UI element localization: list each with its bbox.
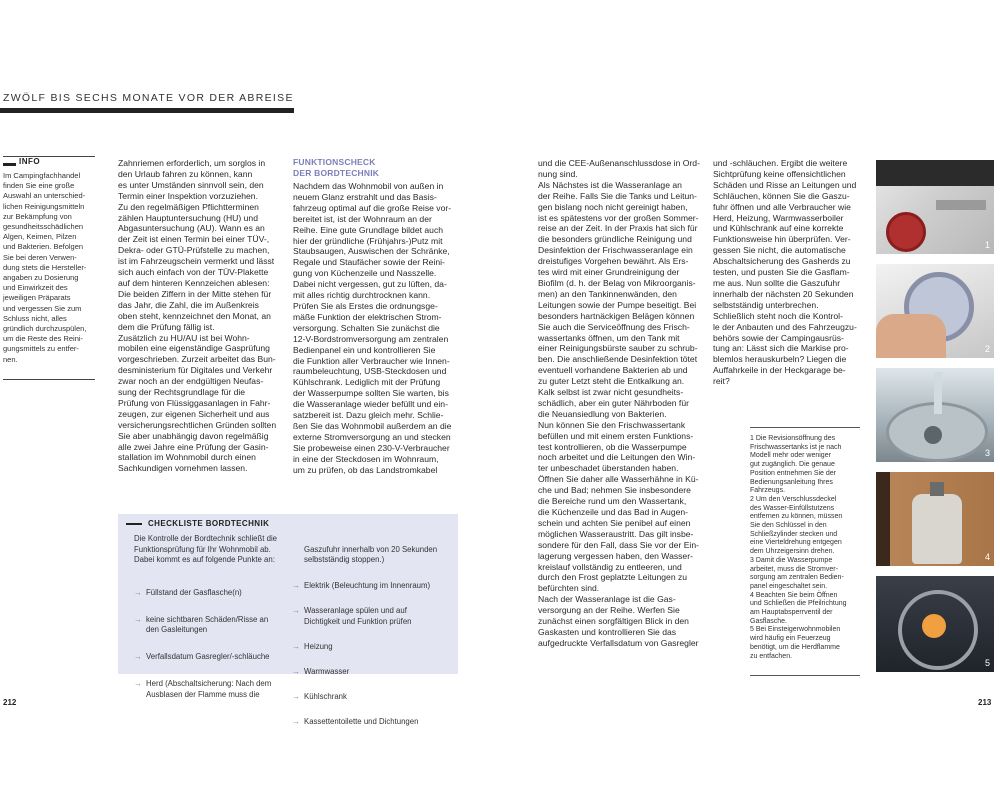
photo-number: 2 [984, 344, 990, 354]
flame-icon [922, 614, 946, 638]
checklist-item-label: Füllstand der Gasflasche(n) [146, 587, 242, 597]
checklist-item [134, 679, 284, 700]
page-number-right: 213 [978, 698, 992, 707]
page-number-left: 212 [3, 698, 17, 707]
photo-captions: 1 Die Revisionsöffnung des Frischwassertanks ist je nach Modell mehr oder weniger gut zugänglich. Die genaue Position entnehmen Sie der Bedienungsanleitung Ihres Fahrzeugs. 2 Um den Verschlussdeckel des Wasser-Einfüllstutzens entfernen zu können, müssen Sie den Schlüssel in den Schließzylinder stecken und eine Vierteldrehung entgegen dem Uhrzeigersinn drehen. 3 Damit die Wasserpumpe arbeitet, muss die Stromver- sorgung am zentralen Bedien- panel eingeschaltet sein. 4 Beachten Sie beim Öffnen und Schließen die Pfeilrichtung am Hauptabsperrventil der Gasflasche. 5 Bei Einsteigerwohnmobilen wird häufig ein Feuerzeug benötigt, um die Herdflamme zu entfachen. [750, 435, 847, 660]
photo-tank-revision-opening [876, 160, 994, 254]
checklist-marker [126, 523, 142, 525]
section-header: ZWÖLF BIS SECHS MONATE VOR DER ABREISE [3, 92, 294, 104]
checklist-item-label: Herd (Abschaltsicherung: Nach dem Ausblasen der Flamme muss die [146, 679, 272, 699]
info-marker [3, 163, 16, 166]
photo-number: 5 [984, 658, 990, 668]
checklist-item-label: Wasseranlage spülen und auf Dichtigkeit und Funktion prüfen [304, 606, 412, 626]
checklist-item [292, 606, 452, 627]
checklist-item [134, 615, 284, 636]
body-column-3: und die CEE-Außenanschlussdose in Ord- nung sind. Als Nächstes ist die Wasseranlage an der Reihe. Falls Sie die Tanks und Leitun- gen bislang noch nicht gereinigt haben, ist es spätestens vor der großen Sommer- reise an der Zeit. In der Praxis hat sich für die besonders gründliche Reinigung und Desinfektion der Frischwasseranlage ein dreistufiges Vorgehen bewährt. Als Ers- tes wird mit einer Grundreinigung der Biofilm (d. h. der Belag von Mikroorganis- men) an den Tankinnenwänden, den Leitungen sowie der Pumpe beseitigt. Bei besonders hartnäckigen Belägen können Sie auch die Serviceöffnung des Frisch- wassertanks öffnen, um den Tank mit einer Reinigungsbürste sauber zu schrub- ben. Die anschließende Desinfektion tötet eventuell vorhandene Bakterien ab und zu guter Letzt steht die Entkalkung an. Kalk selbst ist zwar nicht gesundheits- schädlich, aber ein guter Nährboden für die Neuansiedlung von Bakterien. Nun können Sie den Frischwassertank befüllen und mit einem ersten Funktions- test kontrollieren, ob die Wasserpumpe noch arbeitet und die Leitungen den Win- ter unbeschadet überstanden haben. Öffnen Sie daher alle Wasserhähne in Kü- che und Bad; nehmen Sie insbesondere die Bereiche rund um den Wassertank, die Küchenzeile und das Bad in Augen- schein und achten Sie penibel auf einen möglichen Wasseraustritt. Das gilt insbe- sondere für den Fall, dass Sie vor der Ein- lagerung vergessen haben, den Wasser- kreislauf vollständig zu entleeren, und durch den Frost geplatzte Leitungen zu befürchten sind. Nach der Wasseranlage ist die Gas- versorgung an der Reihe. Werfen Sie zunächst einen sorgfältigen Blick in den Gaskasten und kontrollieren Sie das aufgedruckte Verfallsdatum von Gasregler [538, 158, 700, 648]
info-bottom-rule [3, 379, 95, 380]
arrow-icon: → [292, 641, 300, 651]
checklist-continuation: Gaszufuhr innerhalb von 20 Sekunden selbstständig stoppen.) [304, 544, 438, 564]
checklist-item [292, 642, 452, 653]
arrow-icon: → [134, 679, 142, 688]
checklist-item-label: keine sichtbaren Schäden/Risse an den Gasleitungen [146, 614, 269, 634]
checklist-title: CHECKLISTE BORDTECHNIK [148, 519, 270, 528]
pipe-shape [936, 200, 986, 210]
checklist-item-label: Heizung [304, 641, 333, 651]
captions-bottom-rule [750, 675, 860, 676]
checklist-item-label: Kassettentoilette und Dichtungen [304, 716, 419, 726]
faucet-shape [934, 372, 942, 414]
arrow-icon: → [134, 614, 142, 624]
info-top-rule [3, 156, 95, 157]
body-column-2: Nachdem das Wohnmobil von außen in neuem Glanz erstrahlt und das Basis- fahrzeug optimal auf die große Reise vor- bereitet ist, ist der Wohnraum an der Reihe. Eine gute Grundlage bildet auch hier der gründliche (Frühjahrs-)Putz mit Staubsaugen, Auswischen der Schränke, Regale und Staufächer sowie der Reini- gung von Küchenzeile und Nasszelle. Dabei nicht vergessen, gut zu lüften, da- mit alles richtig durchtrocknen kann. Prüfen Sie als Erstes die ordnungsge- mäße Funktion der elektrischen Strom- versorgung. Schalten Sie zunächst die 12-V-Bordstromversorgung am zentralen Bedienpanel ein und kontrollieren Sie die Funktion aller Verbraucher wie Innen- raumbeleuchtung, USB-Steckdosen und Kühlschrank. Lediglich mit der Prüfung der Wasserpumpe sollten Sie warten, bis die Wasseranlage wieder befüllt und ein- satzbereit ist. Dazu gleich mehr. Schlie- ßen Sie das Wohnmobil außerdem an die externe Stromversorgung an und stecken Sie probeweise einen 230-V-Verbraucher in eine der Steckdosen im Wohnraum, um zu prüfen, ob das Landstromkabel [293, 181, 452, 475]
body-column-1: Zahnriemen erforderlich, um sorglos in den Urlaub fahren zu können, kann es unter Umständen sinnvoll sein, den Termin einer Inspektion vorzuziehen. Zu den regelmäßigen Pflichtterminen zählen Hauptuntersuchung (HU) und Abgasuntersuchung (AU). Wann es an der Zeit ist einen Termin bei einer TÜV-, Dekra- oder GTÜ-Prüfstelle zu machen, ist im Fahrzeugschein vermerkt und lässt sich auch einfach von der TÜV-Plakette auf dem hinteren Kennzeichen ablesen: Die beiden Ziffern in der Mitte stehen für das Jahr, die Zahl, die im Außenkreis oben steht, kennzeichnet den Monat, an dem die Prüfung fällig ist. Zusätzlich zu HU/AU ist bei Wohn- mobilen eine eigenständige Gasprüfung vorgeschrieben. Zurzeit arbeitet das Bun- desministerium für Digitales und Verkehr zwar noch an der endgültigen Neufas- sung der Rechtsgrundlage für die Prüfung von Flüssiggasanlagen in Fahr- zeugen, zur eigenen Sicherheit und aus versicherungsrechtlichen Gründen sollten Sie aber unabhängig davon regelmäßig alle zwei Jahre eine Prüfung der Gasin- stallation im Wohnmobil durch einen Sachkundigen vornehmen lassen. [118, 158, 277, 474]
header-rule [0, 108, 294, 113]
checklist-item [292, 581, 452, 592]
photo-gas-bottle [876, 472, 994, 566]
door-frame-shape [876, 472, 890, 566]
valve-icon [930, 482, 944, 496]
arrow-icon: → [292, 691, 300, 701]
photo-number: 3 [984, 448, 990, 458]
checklist-item-label: Warmwasser [304, 666, 350, 676]
checklist-right-list [292, 534, 452, 742]
info-title: INFO [19, 157, 41, 166]
info-text: Im Campingfachhandel finden Sie eine große Auswahl an unterschied- lichen Reinigungsmitteln zur Bekämpfung von gesundheitsschädlichen Algen, Keimen, Pilzen und Bakterien. Befolgen Sie bei deren Verwen- dung stets die Hersteller- angaben zu Dosierung und Einwirkzeit des jeweiligen Präparats und vergessen Sie zum Schluss nicht, alles gründlich durchzuspülen, um die Reste des Reini- gungsmittels zu entfer- nen. [3, 171, 87, 364]
hand-shape [876, 314, 946, 358]
photo-shade [876, 160, 994, 186]
arrow-icon: → [134, 652, 142, 661]
checklist-item-label: Verfallsdatum Gasregler/-schläuche [146, 652, 270, 661]
checklist-item-label: Kühlschrank [304, 691, 347, 701]
checklist-item [292, 692, 452, 703]
photo-gas-stove [876, 576, 994, 672]
checklist-left-list [134, 577, 284, 717]
arrow-icon: → [292, 606, 300, 615]
tank-cap-icon [886, 212, 926, 252]
captions-top-rule [750, 427, 860, 428]
body-column-4: und -schläuchen. Ergibt die weitere Sichtprüfung keine offensichtlichen Schäden und Risse an Leitungen und Schläuchen, können Sie die Gaszu- fuhr öffnen und alle Verbraucher wie Herd, Heizung, Warmwasserboiler und Kühlschrank auf eine korrekte Funktionsweise hin überprüfen. Ver- gessen Sie nicht, die automatische Abschaltsicherung des Gasherds zu testen, und pusten Sie die Gasflam- me aus. Nun sollte die Gaszufuhr innerhalb der nächsten 20 Sekunden selbstständig unterbrechen. Schließlich steht noch die Kontrol- le der Anbauten und des Fahrzeugzu- behörs sowie der Campingausrüs- tung an: Lässt sich die Markise pro- blemlos herauskurbeln? Liegen die Auffahrkeile in der Heckgarage be- reit? [713, 158, 857, 387]
photo-number: 4 [984, 552, 990, 562]
arrow-icon: → [292, 716, 300, 726]
arrow-icon: → [292, 666, 300, 676]
checklist-item [292, 717, 452, 728]
arrow-icon: → [292, 581, 300, 590]
photo-sink-faucet [876, 368, 994, 462]
checklist-item [134, 588, 284, 599]
drain-icon [924, 426, 942, 444]
checklist-item [134, 652, 284, 663]
photo-water-filler-key [876, 264, 994, 358]
photo-number: 1 [984, 240, 990, 250]
gas-bottle-shape [912, 494, 962, 564]
checklist-intro: Die Kontrolle der Bordtechnik schließt die Funktionsprüfung für Ihr Wohnmobil ab. Dabei kommt es auf folgende Punkte an: [134, 534, 278, 564]
arrow-icon: → [134, 587, 142, 597]
checklist-item [292, 667, 452, 678]
checklist-item-label: Elektrik (Beleuchtung im Innenraum) [304, 581, 431, 590]
section-title-funktionscheck: FUNKTIONSCHECK DER BORDTECHNIK [293, 157, 380, 178]
